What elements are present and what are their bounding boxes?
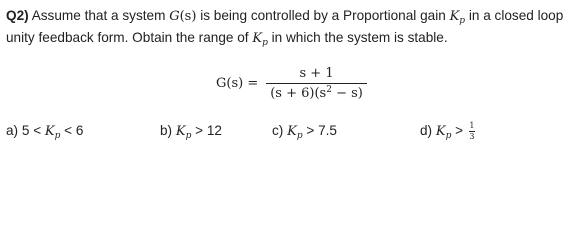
denominator-left: (s + 6)(s [270,85,327,101]
question-text [6,6,572,50]
option-a-label: a) 5 < [6,123,45,138]
option-b-sub: p [185,131,192,141]
question-text-part-1: Assume that a system [28,8,170,23]
kp-symbol-2 [252,31,267,46]
option-a[interactable] [6,121,83,143]
option-a-k: K [44,124,55,139]
option-b[interactable] [160,121,222,143]
question-text-part-2: is being controlled by a Proportional gain [196,8,450,23]
option-d-tail: > [451,123,467,138]
k-subscript: p [459,16,466,26]
question-number: Q2) [6,8,29,23]
option-d-frac-den: 3 [469,131,475,141]
equation-lhs: G(s) = [216,75,259,91]
equation-denominator [266,84,367,101]
option-d-sub: p [445,131,452,141]
option-c-tail: > 7.5 [302,123,337,138]
option-d-fraction [469,122,475,141]
option-d[interactable] [420,121,475,143]
k-letter-2: K [252,31,263,46]
option-a-sub: p [54,131,61,141]
option-b-tail: > 12 [191,123,222,138]
k-letter: K [449,9,460,24]
transfer-function-equation [216,63,367,103]
option-c[interactable] [272,121,337,143]
denominator-exponent: 2 [326,84,332,95]
question-text-part-4: in which the system is stable. [267,30,448,45]
answer-options [0,121,577,145]
kp-symbol [450,9,465,24]
g-symbol: G [169,9,180,24]
equation-numerator: s + 1 [299,65,334,81]
option-c-sub: p [296,131,303,141]
question-text-part-3: in a closed loop unity feedback form. Obtain the range of [6,8,564,45]
option-d-label: d) [420,123,436,138]
k-subscript-2: p [262,38,268,48]
g-argument: (s) [179,9,197,24]
equation-fraction [266,66,367,101]
option-d-frac-num: 1 [469,120,475,130]
option-c-k: K [287,124,297,139]
option-a-tail: < 6 [60,123,84,138]
option-c-label: c) [272,123,288,138]
option-d-k: K [435,124,446,139]
option-b-k: K [175,124,186,139]
option-b-label: b) [160,123,176,138]
denominator-right: − s) [331,85,363,101]
